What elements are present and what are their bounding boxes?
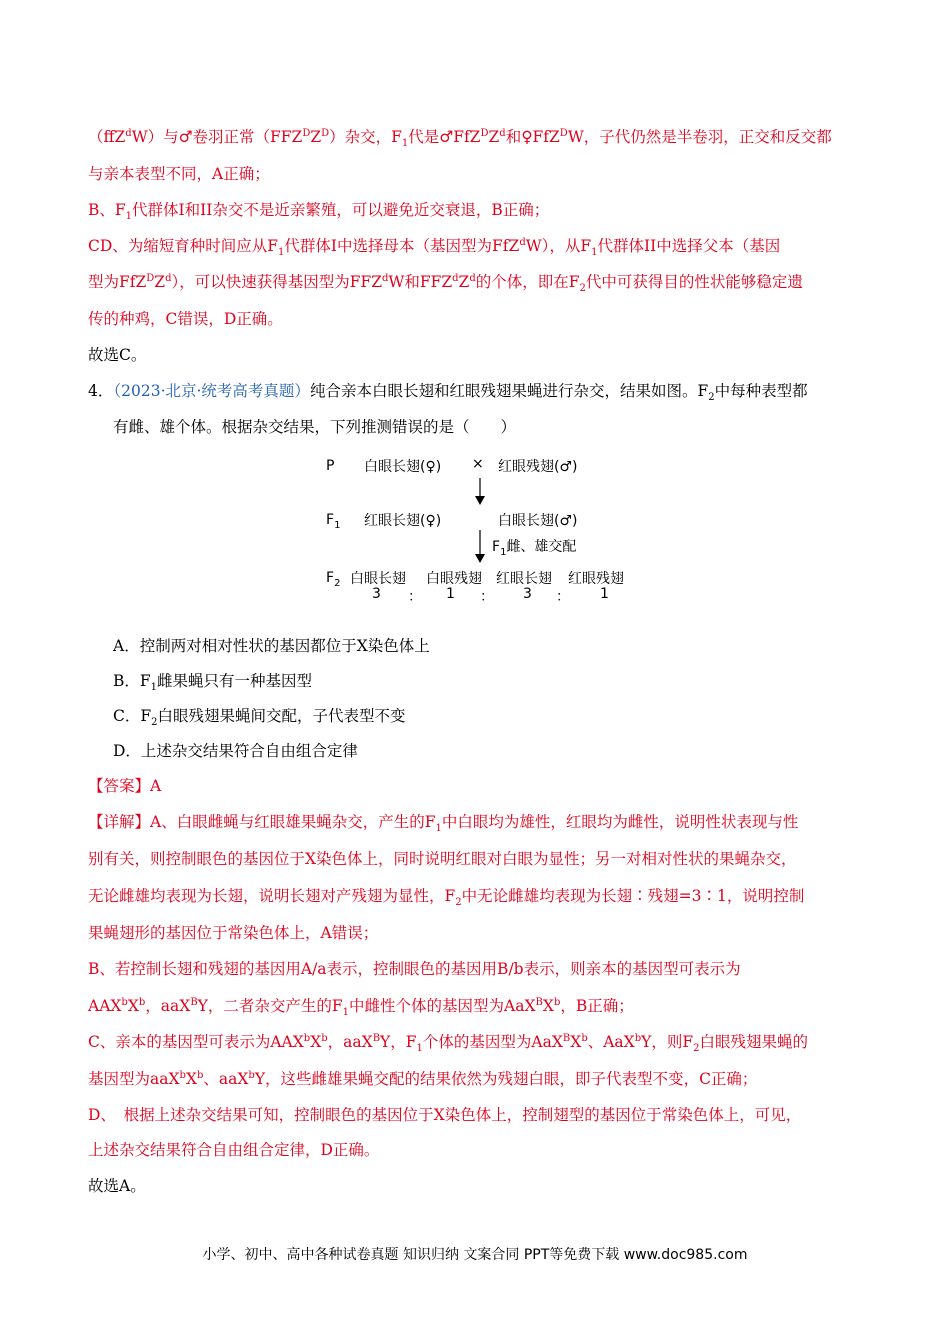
detail-label: 【详解】 [88, 813, 151, 831]
prev-explanation-cd-3: 传的种鸡，C错误，D正确。 [88, 310, 283, 328]
diagram-ratio-sep: ： [408, 589, 422, 605]
diagram-f2-phenotype: 白眼长翅 [350, 571, 406, 587]
detail-choose: 故选A。 [88, 1177, 146, 1195]
question-source: （2023·北京·统考高考真题） [113, 382, 310, 400]
prev-explanation-cd-1: CD、为缩短育种时间应从$F_1$代群体I中选择母本（基因型为FfZ$^d$W），从$F_1$代群体II中选择父本（基因 [88, 236, 781, 259]
detail-line-5: B、若控制长翅和残翅的基因用A/a表示，控制眼色的基因用B/b表示，则亲本的基因型可表示为 [88, 960, 741, 978]
question-stem-1: 4．（2023·北京·统考高考真题）纯合亲本白眼长翅和红眼残翅果蝇进行杂交，结果如图。$F_2$中每种表型都 [88, 382, 808, 404]
page-footer: 小学、初中、高中各种试卷真题 知识归纳 文案合同 PPT等免费下载 www.doc985.com [202, 1247, 748, 1263]
diagram-f2-phenotype: 红眼长翅 [496, 571, 552, 587]
diagram-ratio-value: 3 [372, 586, 381, 602]
detail-line-8: 基因型为$aaX^bX^b$、aaX$^b$Y，这些雌雄果蝇交配的结果依然为残翅白眼，即子代表型不变，C正确； [88, 1069, 758, 1088]
diagram-p-label: P [326, 458, 335, 474]
diagram-p-male: 红眼残翅(♂) [498, 459, 578, 475]
prev-explanation-cd-2: 型为$FfZ^DZ^d$），可以快速获得基因型为FFZ$^d$W和$FFZ^dZ^d$的个体，即在$F_2$代中可获得目的性状能够稳定遗 [88, 272, 803, 295]
option-c: C．$F_2$白眼残翅果蝇间交配，子代表型不变 [113, 707, 406, 729]
diagram-ratio-value: 1 [600, 586, 609, 602]
detail-line-1: 【详解】A、白眼雌蝇与红眼雄果蝇杂交，产生的$F_1$中白眼均为雄性，红眼均为雌性，说明性状表现与性 [88, 813, 799, 835]
detail-line-9: D、 根据上述杂交结果可知，控制眼色的基因位于X染色体上，控制翅型的基因位于常染色体上，可见， [88, 1106, 802, 1124]
detail-line-2: 别有关，则控制眼色的基因位于X染色体上，同时说明红眼对白眼为显性；另一对相对性状的果蝇杂交， [88, 850, 797, 868]
detail-line-10: 上述杂交结果符合自由组合定律，D正确。 [88, 1141, 380, 1159]
diagram-f1-label: $F_1$ [326, 512, 341, 531]
detail-line-3: 无论雌雄均表现为长翅，说明长翅对产残翅为显性，$F_2$中无论雌雄均表现为长翅∶残翅=3∶1，说明控制 [88, 887, 805, 909]
question-stem-2: 有雌、雄个体。根据杂交结果，下列推测错误的是（ ） [113, 418, 517, 436]
detail-line-6: $AAX^bX^b$，aaX$^B$Y，二者杂交产生的$F_1$中雌性个体的基因型为$AaX^BX^b$，B正确； [88, 996, 634, 1019]
diagram-f1-mating: $F_1$雌、雄交配 [492, 539, 577, 558]
diagram-cross: × [472, 456, 484, 472]
prev-explanation-line-1: （ffZ$^d$W）与♂卷羽正常$(FFZ^DZ^D)$杂交，$F_1$代是$♂FfZ^DZ^d$和♀FfZ$^D$W，子代仍然是半卷羽，正交和反交都 [88, 127, 832, 150]
diagram-p-female: 白眼长翅(♀) [364, 459, 442, 475]
diagram-f2-phenotype: 白眼残翅 [426, 571, 482, 587]
detail-line-7: C、亲本的基因型可表示为$AAX^bX^b$，aaX$^B$Y，$F_1$个体的基因型为$AaX^BX^b$、AaX$^b$Y，则$F_2$白眼残翅果蝇的 [88, 1032, 808, 1055]
diagram-ratio-sep: ： [556, 589, 570, 605]
diagram-ratio-value: 1 [446, 586, 455, 602]
prev-explanation-line-2: 与亲本表型不同，A正确； [88, 165, 270, 183]
answer: 【答案】A [88, 777, 162, 795]
prev-choose: 故选C。 [88, 346, 147, 364]
diagram-arrow-p-to-f1 [470, 478, 490, 506]
prev-explanation-b: B、$F_1$代群体I和II杂交不是近亲繁殖，可以避免近交衰退，B正确； [88, 201, 550, 223]
diagram-ratio-value: 3 [523, 586, 532, 602]
question-number: 4． [88, 382, 114, 400]
diagram-ratio-sep: ： [480, 589, 494, 605]
detail-line-4: 果蝇翅形的基因位于常染色体上，A错误； [88, 924, 379, 942]
diagram-arrow-f1-to-f2 [470, 530, 490, 564]
option-a: A．控制两对相对性状的基因都位于X染色体上 [113, 637, 430, 655]
diagram-f2-label: $F_2$ [326, 570, 341, 589]
diagram-f1-female: 红眼长翅(♀) [364, 513, 442, 529]
option-b: B．$F_1$雌果蝇只有一种基因型 [113, 672, 313, 694]
diagram-f2-phenotype: 红眼残翅 [568, 571, 624, 587]
cross-diagram [320, 452, 640, 612]
diagram-f1-male: 白眼长翅(♂) [498, 513, 578, 529]
option-d: D．上述杂交结果符合自由组合定律 [113, 742, 358, 760]
